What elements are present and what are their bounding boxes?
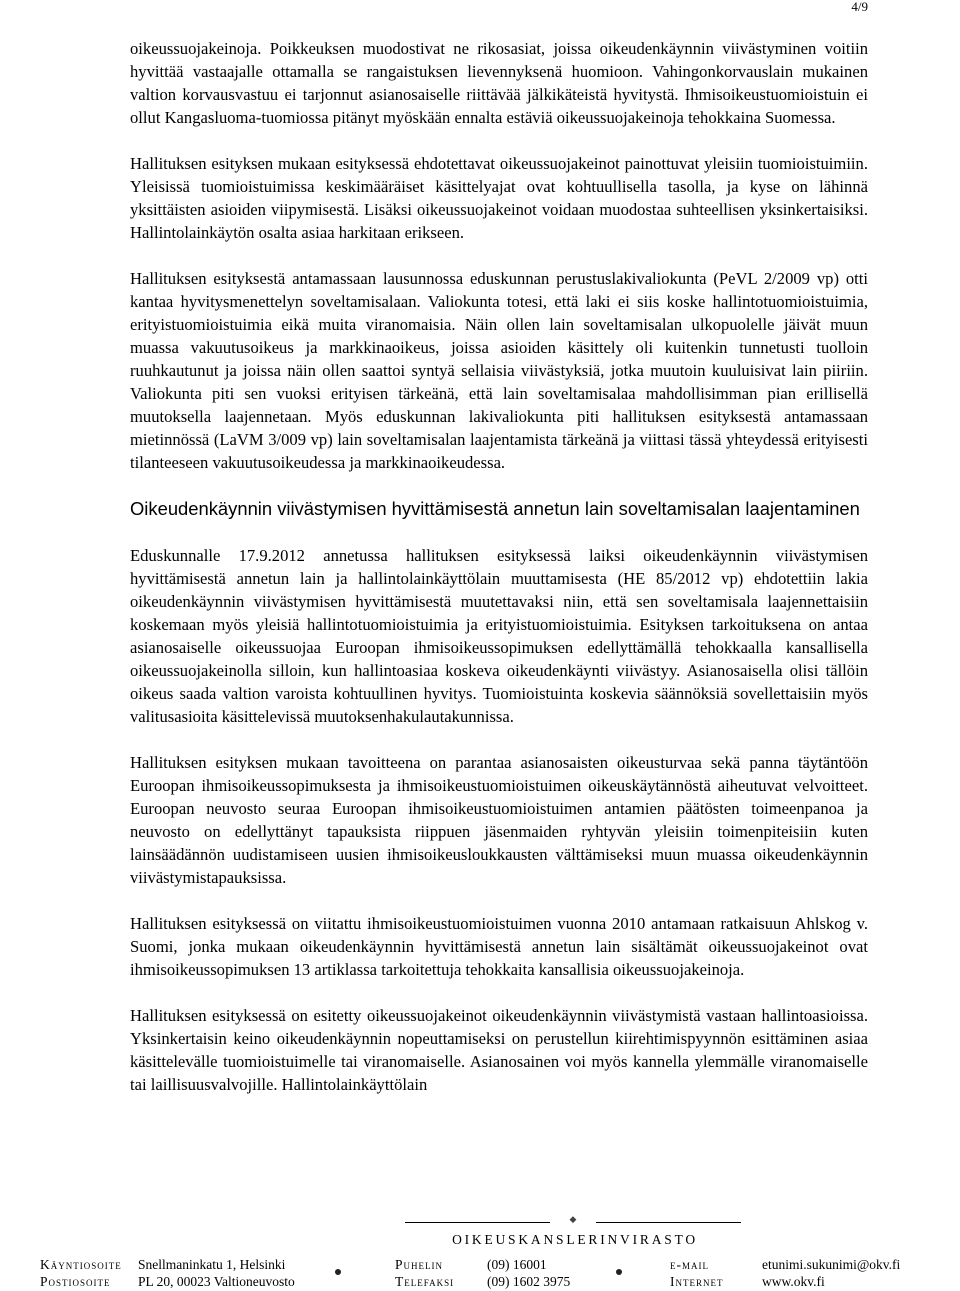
- phone-value: (09) 16001: [487, 1257, 547, 1272]
- phone-label: Puhelin: [395, 1257, 443, 1272]
- footer-row-1: [0, 1256, 960, 1274]
- page-number: 4/9: [851, 0, 868, 14]
- web-label: Internet: [670, 1274, 724, 1289]
- footer-row-2: [0, 1273, 960, 1291]
- footer-divider-right: [596, 1222, 741, 1223]
- footer-organization: OIKEUSKANSLERINVIRASTO: [452, 1232, 698, 1247]
- post-address-label: Postiosoite: [40, 1274, 111, 1289]
- paragraph-5: Hallituksen esityksen mukaan tavoitteena on parantaa asianosaisten oikeusturvaa sekä panna täytäntöön Euroopan ihmisoikeussopimuksesta ja ihmisoikeustuomioistuimen oikeuskäytännöstä aiheutuvat velvoitteet. Euroopan neuvosto seuraa Euroopan ihmisoikeustuomioistuimen antamien päätösten toimeenpanoa ja neuvosto on edellyttänyt tapauksista riippuen jäsenmaiden ryhtyvän yleisiin toimenpiteisiin kuten lainsäädännön uudistamiseen uusien ihmisoikeusloukkausten välttämiseksi muun muassa oikeudenkäynnin viivästymistapauksissa.: [130, 753, 868, 887]
- fax-value: (09) 1602 3975: [487, 1274, 571, 1289]
- post-address-value: PL 20, 00023 Valtioneuvosto: [138, 1274, 295, 1289]
- visit-address-value: Snellmaninkatu 1, Helsinki: [138, 1257, 286, 1272]
- section-heading: Oikeudenkäynnin viivästymisen hyvittämisestä annetun lain soveltamisalan laajentaminen: [130, 498, 860, 519]
- email-label: e-mail: [670, 1257, 709, 1272]
- footer-separator-dot: [335, 1269, 341, 1275]
- footer-divider-left: [405, 1222, 550, 1223]
- paragraph-3: Hallituksen esityksestä antamassaan lausunnossa eduskunnan perustuslakivaliokunta (PeVL 2/2009 vp) otti kantaa hyvitysmenettelyn soveltamisalaan. Valiokunta totesi, että laki ei siis koske hallintotuomioistuimia, erityistuomioistuimia eikä muita viranomaisia. Näin ollen lain soveltamisalan ulkopuolelle jäivät muun muassa vakuutusoikeus ja markkinaoikeus, joissa asioiden käsittely oli kuitenkin tunnetusti tuolloin ruuhkautunut ja joissa näin ollen saattoi syntyä sellaisia viivästyksiä, jotka muutoin kuuluisivat lain piiriin. Valiokunta piti sen vuoksi erityisen tärkeänä, että lain soveltamisalaa mahdollisimman pian erillisellä muutoksella laajennetaan. Myös eduskunnan lakivaliokunta piti hallituksen esityksestä antamassaan mietinnössä (LaVM 3/009 vp) lain soveltamisalan laajentamista tärkeänä ja viittasi tässä yhteydessä erityisesti tilanteeseen vakuutusoikeudessa ja markkinaoikeudessa.: [130, 269, 868, 472]
- paragraph-6: Hallituksen esityksessä on viitattu ihmisoikeustuomioistuimen vuonna 2010 antamaan ratkaisuun Ahlskog v. Suomi, jonka mukaan oikeudenkäynnin hyvittämisestä annetun lain sisältämät oikeussuojakeinot ovat ihmisoikeussopimuksen 13 artiklassa tarkoitettuja tehokkaita kansallisia oikeussuojakeinoja.: [130, 914, 868, 979]
- paragraph-1: oikeussuojakeinoja. Poikkeuksen muodostivat ne rikosasiat, joissa oikeudenkäynnin viivästyminen voitiin hyvittää vastaajalle ottamalla se rangaistuksen lievennyksenä huomioon. Vahingonkorvauslain mukainen valtion korvausvastuu ei tarjonnut asianosaiselle riittävää jälkikäteistä hyvitystä. Ihmisoikeustuomioistuin ei ollut Kangasluoma-tuomiossa pitänyt myöskään ennalta estäviä oikeussuojakeinoja tehokkaina Suomessa.: [130, 39, 868, 127]
- footer-ornament-icon: ◆: [569, 1214, 577, 1224]
- footer-separator-dot: [616, 1269, 622, 1275]
- email-value[interactable]: etunimi.sukunimi@okv.fi: [762, 1257, 901, 1272]
- paragraph-4: Eduskunnalle 17.9.2012 annetussa hallituksen esityksessä laiksi oikeudenkäynnin viivästymisen hyvittämisestä annetun lain ja hallintolainkäyttölain muuttamisesta (HE 85/2012 vp) ehdotettiin lakia oikeudenkäynnin viivästymisen hyvittämisestä muutettavaksi niin, että sen soveltamisala laajennettaisiin koskemaan myös yleisiä hallintotuomioistuimia ja erityistuomioistuimia. Esityksen tarkoituksena on antaa asianosaiselle oikeussuojaa Euroopan ihmisoikeussopimuksen edellyttämällä tehokkaalla kansallisella oikeussuojakeinolla silloin, kun hallintoasiaa koskeva oikeudenkäynti viivästyy. Asianosaisella olisi tällöin oikeus saada valtion varoista kohtuullinen hyvitys. Tuomioistuinta koskevia säännöksiä sovellettaisiin myös valitusasioita käsittelevissä muutoksenhakulautakunnissa.: [130, 546, 868, 726]
- document-body: [130, 37, 868, 1096]
- paragraph-2: Hallituksen esityksen mukaan esityksessä ehdotettavat oikeussuojakeinot painottuvat yleisiin tuomioistuimiin. Yleisissä tuomioistuimissa keskimääräiset käsittelyajat ovat kohtuullisella tasolla, ja kyse on lähinnä yksittäisten asioiden viipymisestä. Lisäksi oikeussuojakeinot voidaan muodostaa suhteellisen yksinkertaisiksi. Hallintolainkäytön osalta asiaa harkitaan erikseen.: [130, 154, 868, 242]
- visit-address-label: Käyntiosoite: [40, 1257, 122, 1272]
- web-value[interactable]: www.okv.fi: [762, 1274, 825, 1289]
- fax-label: Telefaksi: [395, 1274, 455, 1289]
- paragraph-7: Hallituksen esityksessä on esitetty oikeussuojakeinot oikeudenkäynnin viivästymistä vastaan hallintoasioissa. Yksinkertaisin keino oikeudenkäynnin nopeuttamiseksi on perustellun kiirehtimispyynnön esittäminen asiaa käsittelevälle tuomioistuimelle tai viranomaiselle. Asianosainen voi myös kannella ylemmälle viranomaiselle tai laillisuusvalvojille. Hallintolainkäyttölain: [130, 1006, 868, 1094]
